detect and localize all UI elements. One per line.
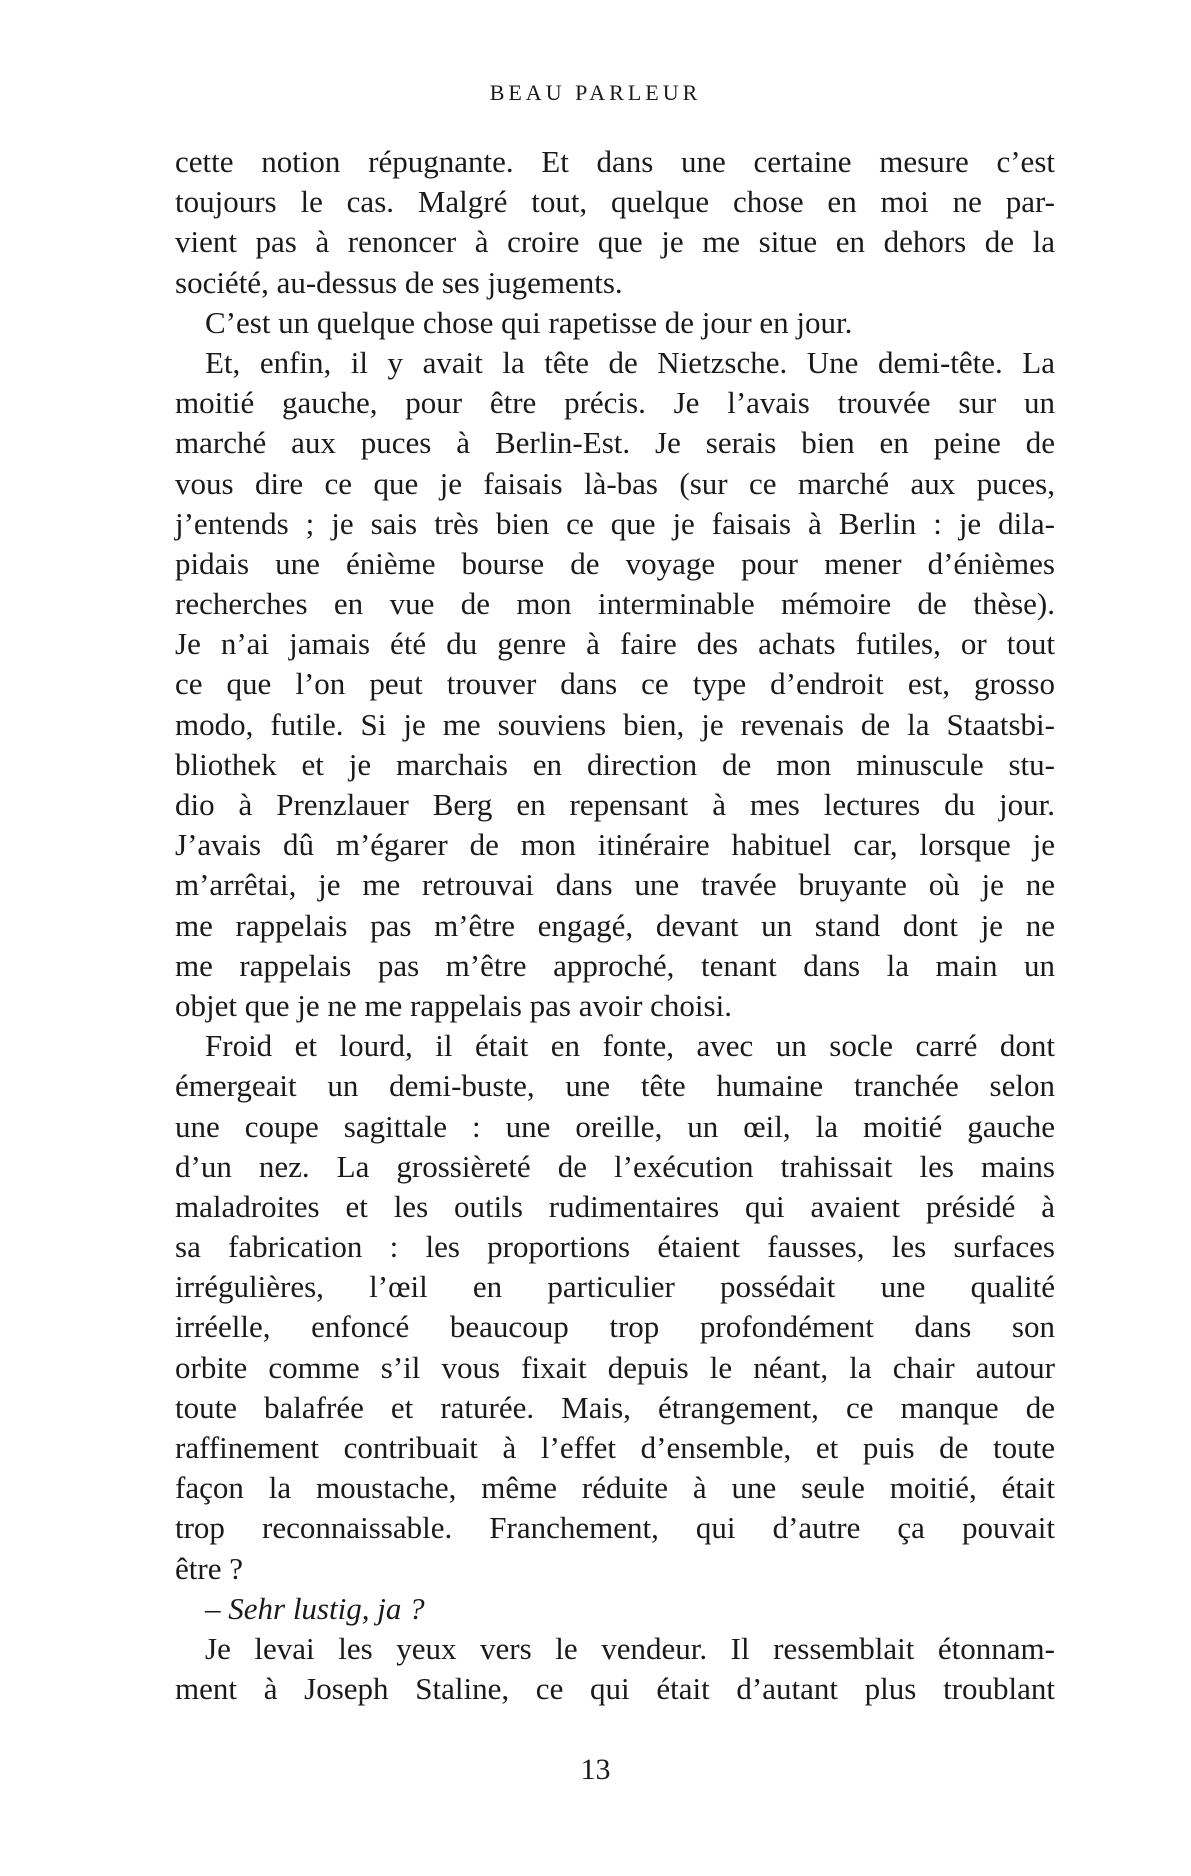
text-line (175, 1307, 1055, 1347)
text-line (175, 624, 1055, 664)
text-line (175, 664, 1055, 704)
line-text: d’un nez. La grossièreté de l’exécution trahissait les mains (175, 1148, 1055, 1184)
line-text: moitié gauche, pour être précis. Je l’avais trouvée sur un (175, 385, 1055, 421)
line-text: raffinement contribuait à l’effet d’ensemble, et puis de toute (175, 1430, 1055, 1465)
line-text: bliothek et je marchais en direction de mon minuscule stu- (175, 746, 1055, 782)
text-line (175, 1066, 1055, 1106)
line-text: dio à Prenzlauer Berg en repensant à mes lectures du jour. (175, 787, 1055, 822)
text-line (175, 745, 1055, 785)
line-text: maladroites et les outils rudimentaires qui avaient présidé à (175, 1188, 1055, 1224)
text-line (175, 865, 1055, 905)
line-text: marché aux puces à Berlin-Est. Je serais bien en peine de (175, 425, 1055, 461)
line-text: recherches en vue de mon interminable mémoire de thèse). (175, 586, 1055, 622)
text-line (175, 1267, 1055, 1307)
text-line (175, 1468, 1055, 1508)
text-line (175, 1428, 1055, 1468)
text-line (175, 303, 1055, 343)
line-text: façon la moustache, même réduite à une seule moitié, était (175, 1470, 1055, 1506)
line-text: objet que je ne me rappelais pas avoir choisi. (175, 987, 732, 1023)
line-text: modo, futile. Si je me souviens bien, je revenais de la Staatsbi- (175, 706, 1055, 742)
text-line (175, 343, 1055, 383)
line-text: une coupe sagittale : une oreille, un œil, la moitié gauche (175, 1108, 1055, 1144)
text-line (175, 785, 1055, 825)
body-text (175, 142, 1055, 1709)
text-line (175, 182, 1055, 222)
line-text: vient pas à renoncer à croire que je me situe en dehors de la (175, 224, 1055, 260)
text-line (175, 1026, 1055, 1066)
line-text: irréelle, enfoncé beaucoup trop profondément dans son (175, 1309, 1055, 1345)
text-line (175, 222, 1055, 262)
line-text: Et, enfin, il y avait la tête de Nietzsche. Une demi-tête. La (205, 344, 1055, 380)
line-text: ment à Joseph Staline, ce qui était d’autant plus troublant (175, 1671, 1055, 1707)
text-line (175, 142, 1055, 182)
text-line (175, 1669, 1055, 1709)
line-text: trop reconnaissable. Franchement, qui d’autre ça pouvait (175, 1510, 1055, 1546)
line-text: – (205, 1590, 229, 1626)
line-text: vous dire ce que je faisais là-bas (sur ce marché aux puces, (175, 465, 1055, 501)
line-text: ce que l’on peut trouver dans ce type d’endroit est, grosso (175, 666, 1055, 702)
line-text: irrégulières, l’œil en particulier possédait une qualité (175, 1269, 1055, 1305)
text-line (175, 1227, 1055, 1267)
text-line (175, 946, 1055, 986)
page-number: 13 (580, 1753, 611, 1786)
line-text: me rappelais pas m’être approché, tenant dans la main un (175, 947, 1055, 983)
line-text: J’avais dû m’égarer de mon itinéraire habituel car, lorsque je (175, 827, 1055, 863)
line-text: C’est un quelque chose qui rapetisse de jour en jour. (205, 304, 853, 340)
text-line (175, 1147, 1055, 1187)
text-line (175, 464, 1055, 504)
text-line (175, 1549, 1055, 1589)
text-line (175, 1629, 1055, 1669)
text-line (175, 705, 1055, 745)
line-text: émergeait un demi-buste, une tête humaine tranchée selon (175, 1068, 1055, 1104)
text-line (175, 423, 1055, 463)
line-text: toujours le cas. Malgré tout, quelque chose en moi ne par- (175, 184, 1055, 220)
text-line (175, 906, 1055, 946)
line-text: orbite comme s’il vous fixait depuis le néant, la chair autour (175, 1349, 1055, 1385)
text-line (175, 584, 1055, 624)
line-text: pidais une énième bourse de voyage pour mener d’énièmes (175, 545, 1055, 581)
line-text: toute balafrée et raturée. Mais, étrangement, ce manque de (175, 1389, 1055, 1425)
line-text: être ? (175, 1550, 243, 1586)
text-line (175, 544, 1055, 584)
text-line (175, 1508, 1055, 1548)
line-text: me rappelais pas m’être engagé, devant un stand dont je ne (175, 907, 1055, 943)
text-line (175, 1187, 1055, 1227)
running-head: BEAU PARLEUR (489, 80, 702, 105)
line-italic-text: Sehr lustig, ja ? (228, 1590, 425, 1626)
line-text: sa fabrication : les proportions étaient fausses, les surfaces (175, 1229, 1055, 1265)
text-line (175, 1388, 1055, 1428)
line-text: Je n’ai jamais été du genre à faire des achats futiles, or tout (175, 626, 1055, 662)
text-line (175, 1348, 1055, 1388)
line-text: j’entends ; je sais très bien ce que je faisais à Berlin : je dila- (175, 505, 1055, 541)
text-line (175, 504, 1055, 544)
line-text: société, au-dessus de ses jugements. (175, 264, 623, 300)
text-line (175, 825, 1055, 865)
text-line (175, 263, 1055, 303)
line-text: Je levai les yeux vers le vendeur. Il ressemblait étonnam- (205, 1630, 1055, 1666)
text-line (175, 986, 1055, 1026)
text-line (175, 1107, 1055, 1147)
line-text: cette notion répugnante. Et dans une certaine mesure c’est (175, 144, 1055, 179)
line-text: m’arrêtai, je me retrouvai dans une travée bruyante où je ne (175, 867, 1055, 903)
text-line (175, 383, 1055, 423)
line-text: Froid et lourd, il était en fonte, avec un socle carré dont (205, 1028, 1055, 1064)
text-line (175, 1589, 1055, 1629)
